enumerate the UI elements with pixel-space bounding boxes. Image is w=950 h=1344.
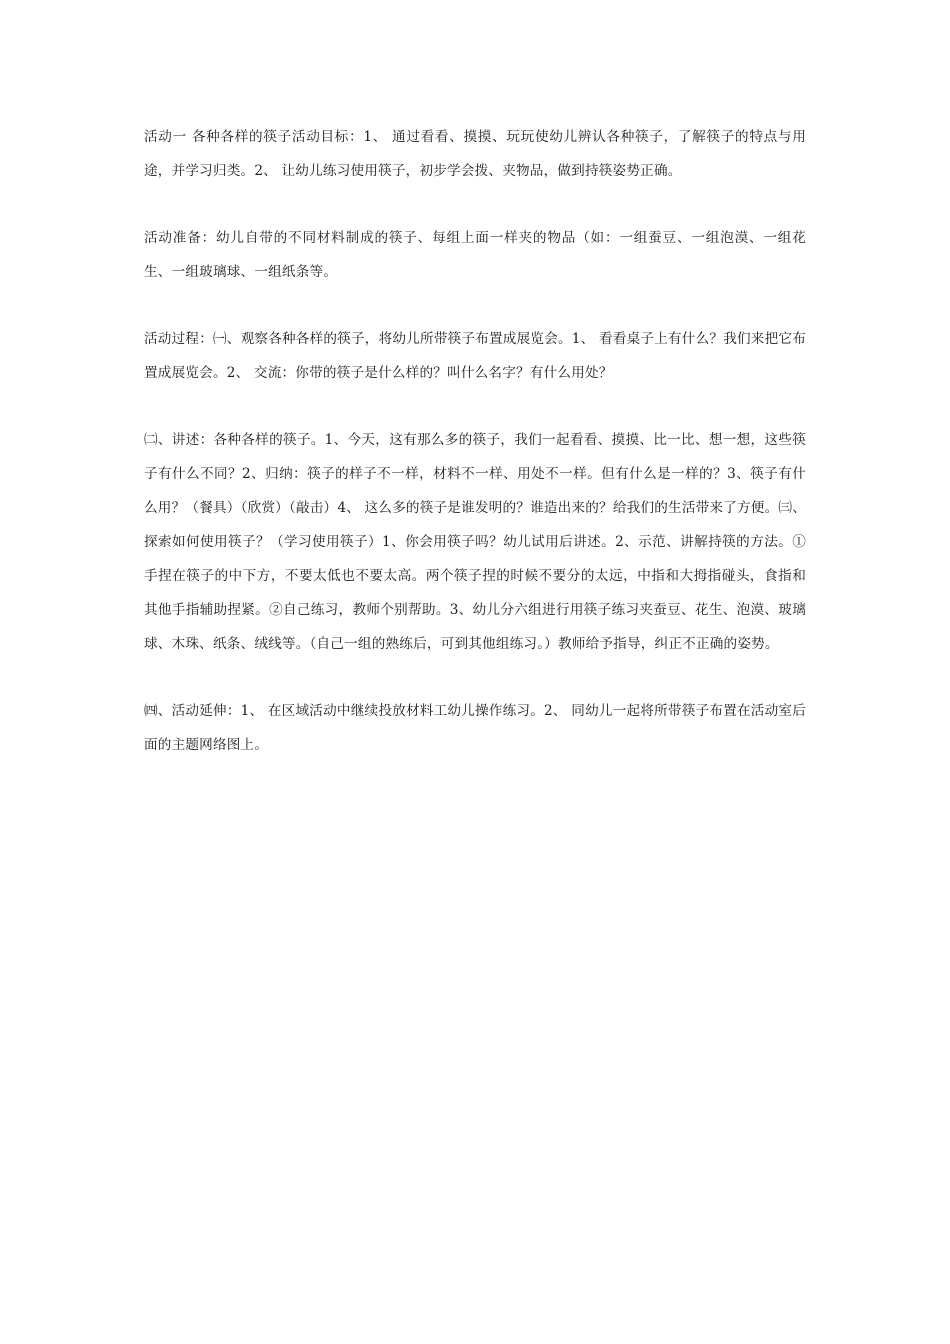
paragraph-activity-goals: 活动一 各种各样的筷子活动目标：1、 通过看看、摸摸、玩玩使幼儿辨认各种筷子，了解筷子的特点与用途，并学习归类。2、 让幼儿练习使用筷子，初步学会拨、夹物品，做到持筷姿势正确。 bbox=[144, 129, 806, 179]
paragraph-activity-extension: ㈣、活动延伸：1、 在区域活动中继续投放材料工幼儿操作练习。2、 同幼儿一起将所带筷子布置在活动室后面的主题网络图上。 bbox=[144, 703, 806, 753]
paragraph-activity-process: 活动过程：㈠、观察各种各样的筷子，将幼儿所带筷子布置成展览会。1、 看看桌子上有什么？我们来把它布置成展览会。2、 交流：你带的筷子是什么样的？叫什么名字？有什么用处？ bbox=[144, 331, 806, 381]
paragraph-activity-discussion: ㈡、讲述：各种各样的筷子。1、今天，这有那么多的筷子，我们一起看看、摸摸、比一比、想一想，这些筷子有什么不同？2、归纳：筷子的样子不一样，材料不一样、用处不一样。但有什么是一样的？3、筷子有什么用？（餐具）（欣赏）（敲击）4、 这么多的筷子是谁发明的？谁造出来的？给我们的生活带来了方便。㈢、探索如何使用筷子？（学习使用筷子）1、你会用筷子吗？幼儿试用后讲述。2、示范、讲解持筷的方法。①手捏在筷子的中下方，不要太低也不要太高。两个筷子捏的时候不要分的太远，中指和大拇指碰头，食指和其他手指辅助捏紧。②自己练习，教师个别帮助。3、幼儿分六组进行用筷子练习夹蚕豆、花生、泡漠、玻璃球、木珠、纸条、绒线等。（自己一组的熟练后，可到其他组练习。）教师给予指导，纠正不正确的姿势。 bbox=[144, 432, 806, 652]
paragraph-activity-preparation: 活动准备：幼儿自带的不同材料制成的筷子、每组上面一样夹的物品（如：一组蚕豆、一组泡漠、一组花生、一组玻璃球、一组纸条等。 bbox=[144, 230, 806, 280]
document-body bbox=[144, 120, 806, 795]
